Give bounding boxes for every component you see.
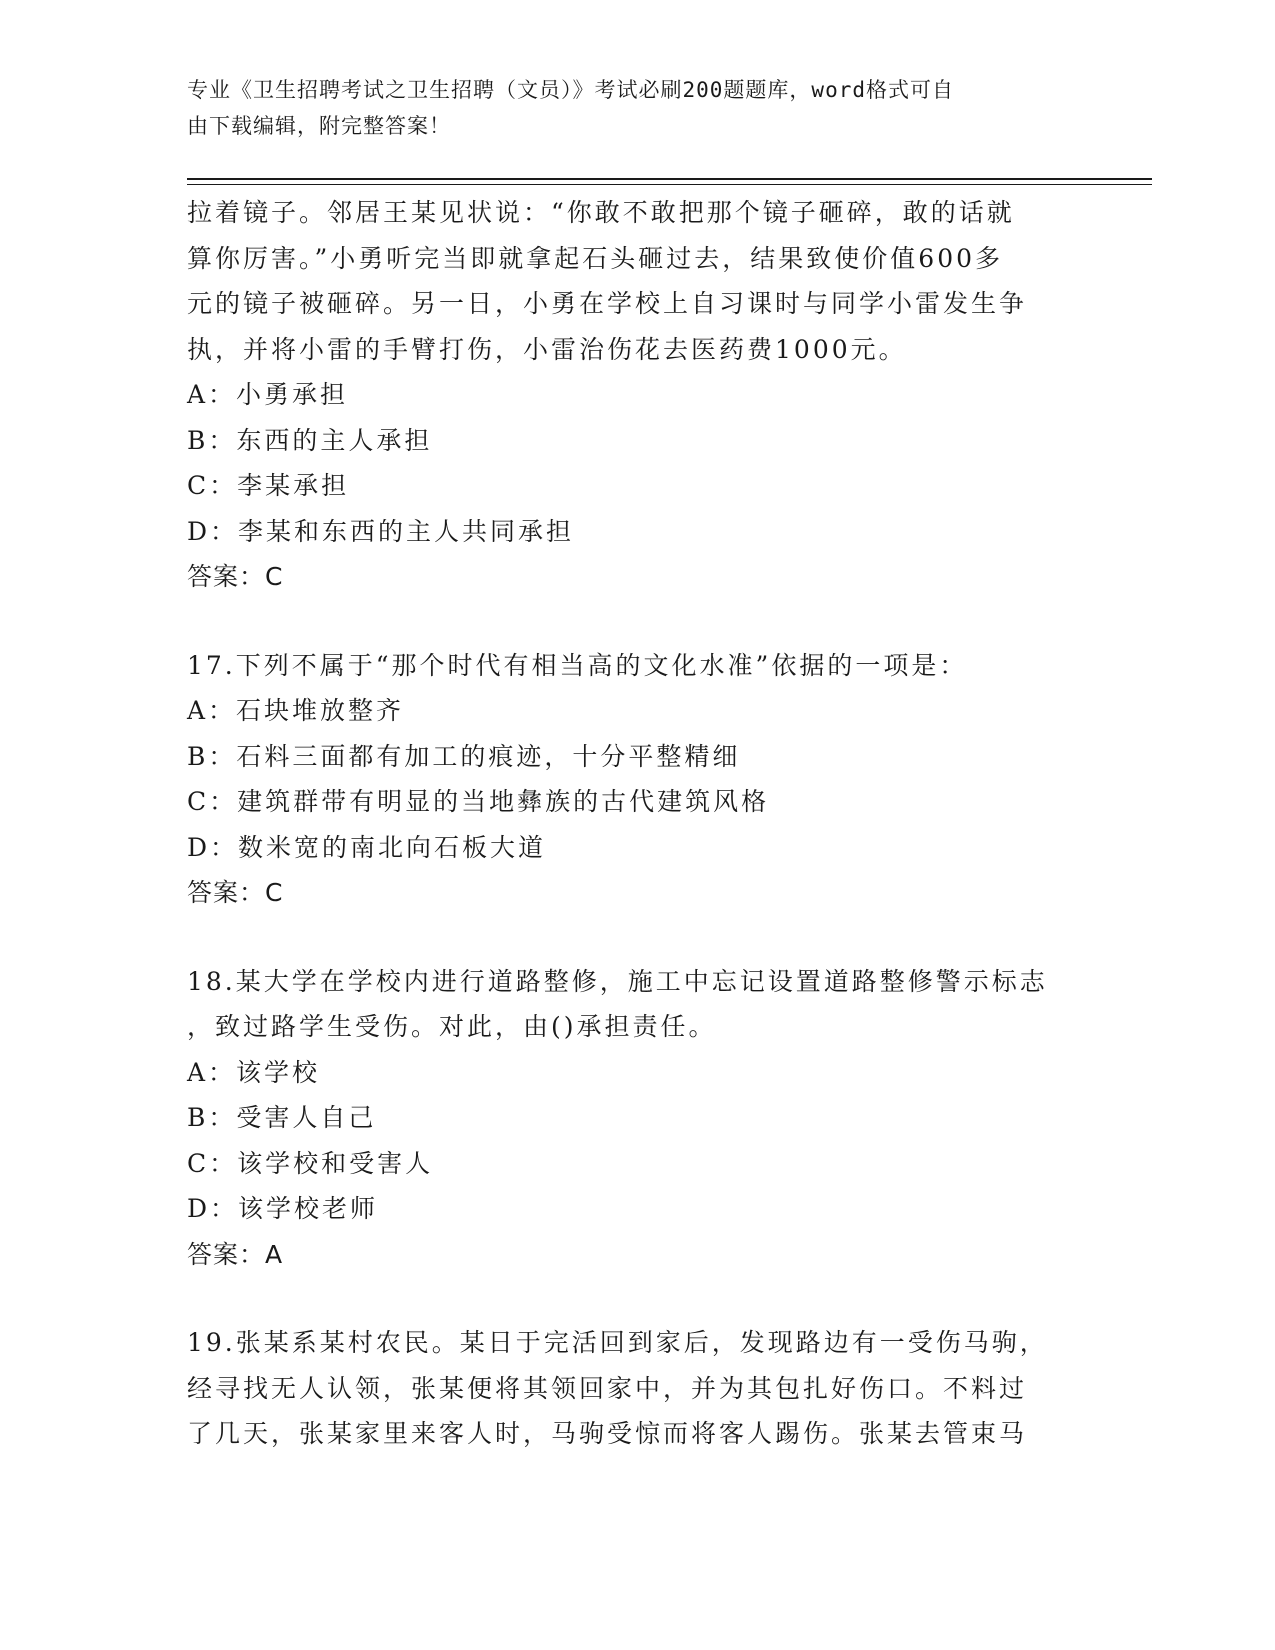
answer-line: 答案：A: [187, 1239, 284, 1269]
option-b: B：石料三面都有加工的痕迹，十分平整精细: [187, 741, 741, 771]
question-17: [187, 643, 1087, 916]
header-line: 由下载编辑，附完整答案！: [187, 114, 451, 138]
option-a: A：小勇承担: [187, 380, 349, 409]
document-header: [187, 72, 1067, 144]
question-spacer: [187, 600, 1087, 643]
option-c: C：建筑群带有明显的当地彝族的古代建筑风格: [187, 787, 770, 816]
question-stem-line: 19.张某系某村农民。某日于完活回到家后，发现路边有一受伤马驹，: [187, 1328, 1048, 1357]
question-stem-line: 执，并将小雷的手臂打伤，小雷治伤花去医药费1000元。: [187, 334, 907, 364]
option-b: B：东西的主人承担: [187, 425, 433, 455]
option-d: D：数米宽的南北向石板大道: [187, 832, 547, 862]
header-divider-thick: [187, 178, 1152, 180]
question-stem-line: 算你厉害。”小勇听完当即就拿起石头砸过去，结果致使价值600多: [187, 243, 1004, 273]
option-d: D：该学校老师: [187, 1194, 379, 1223]
header-line: 专业《卫生招聘考试之卫生招聘（文员）》考试必刷200题题库，word格式可自: [187, 78, 954, 102]
question-stem-line: 了几天，张某家里来客人时，马驹受惊而将客人踢伤。张某去管束马: [187, 1419, 1028, 1448]
answer-line: 答案：C: [187, 878, 284, 907]
question-16: [187, 190, 1087, 600]
question-stem-line: 元的镜子被砸碎。另一日，小勇在学校上自习课时与同学小雷发生争: [187, 289, 1028, 318]
question-stem-line: ，致过路学生受伤。对此，由()承担责任。: [187, 1012, 717, 1041]
question-stem-line: 17.下列不属于“那个时代有相当高的文化水准”依据的一项是：: [187, 650, 968, 680]
option-a: A：该学校: [187, 1057, 321, 1087]
question-stem-line: 拉着镜子。邻居王某见状说：“你敢不敢把那个镜子砸碎，敢的话就: [187, 198, 1015, 227]
option-c: C：该学校和受害人: [187, 1148, 434, 1178]
answer-line: 答案：C: [187, 562, 284, 591]
option-c: C：李某承担: [187, 471, 350, 500]
question-18: [187, 959, 1087, 1278]
header-divider-thin: [187, 184, 1152, 185]
option-a: A：石块堆放整齐: [187, 696, 405, 725]
question-spacer: [187, 916, 1087, 959]
option-b: B：受害人自己: [187, 1103, 377, 1132]
question-stem-line: 18.某大学在学校内进行道路整修，施工中忘记设置道路整修警示标志: [187, 966, 1048, 996]
question-spacer: [187, 1277, 1087, 1320]
question-stem-line: 经寻找无人认领，张某便将其领回家中，并为其包扎好伤口。不料过: [187, 1373, 1028, 1403]
document-body: [187, 190, 1087, 1457]
question-19: [187, 1320, 1087, 1457]
option-d: D：李某和东西的主人共同承担: [187, 516, 575, 546]
